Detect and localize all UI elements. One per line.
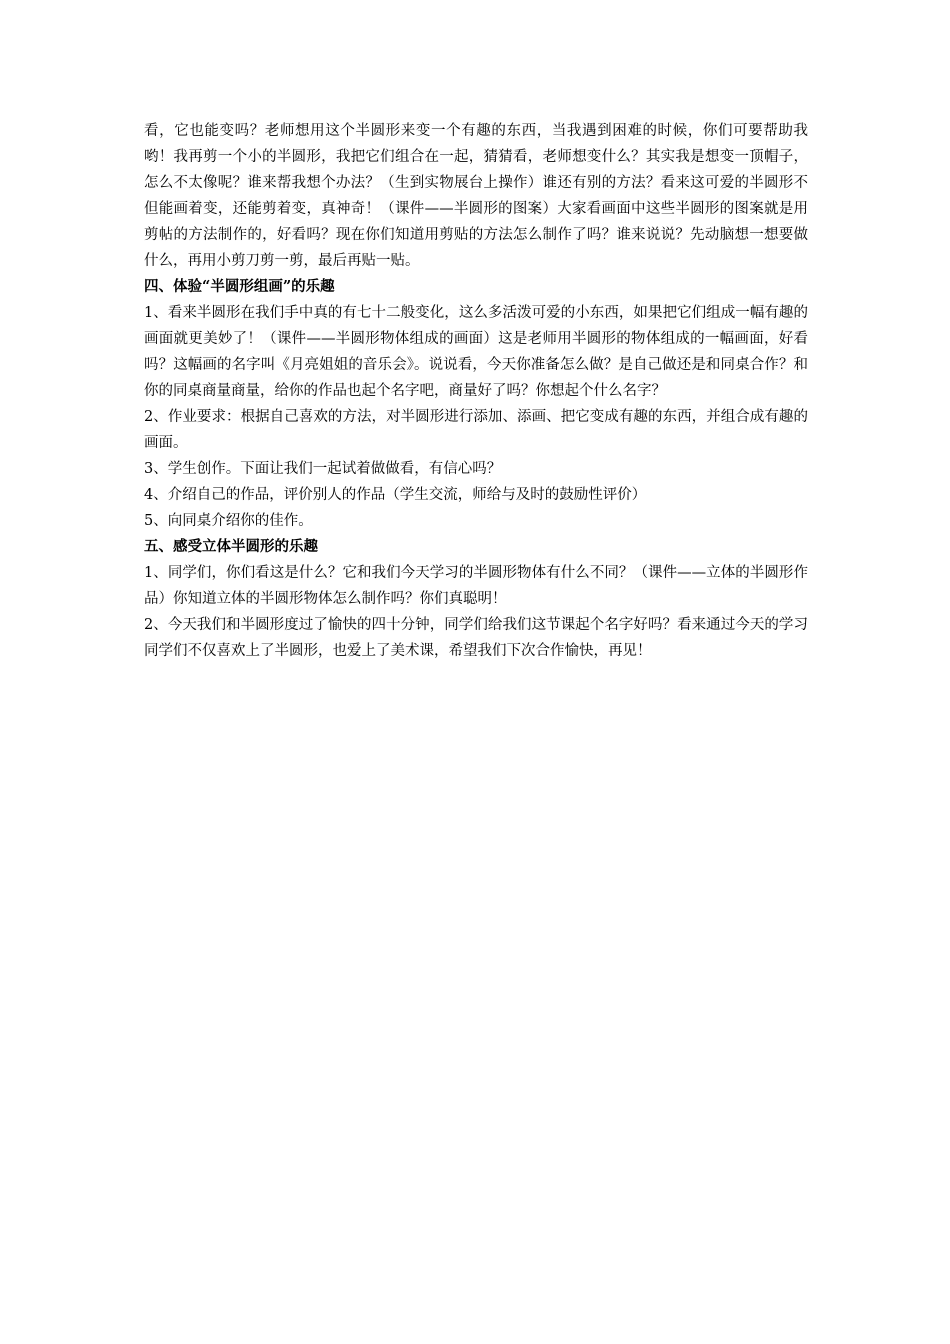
- section-4-item-2: 2、作业要求：根据自己喜欢的方法，对半圆形进行添加、添画、把它变成有趣的东西，并组合成有趣的画面。: [144, 409, 808, 451]
- section-5-item-1: 1、同学们，你们看这是什么？它和我们今天学习的半圆形物体有什么不同？（课件——立体的半圆形作品）你知道立体的半圆形物体怎么制作吗？你们真聪明！: [144, 565, 808, 607]
- section-4-item-5: 5、向同桌介绍你的佳作。: [144, 513, 313, 529]
- document-body: [144, 118, 808, 664]
- section-4-item-1: 1、看来半圆形在我们手中真的有七十二般变化，这么多活泼可爱的小东西，如果把它们组成一幅有趣的画面就更美妙了！（课件——半圆形物体组成的画面）这是老师用半圆形的物体组成的一幅画面，好看吗？这幅画的名字叫《月亮姐姐的音乐会》。说说看，今天你准备怎么做？是自己做还是和同桌合作？和你的同桌商量商量，给你的作品也起个名字吧，商量好了吗？你想起个什么名字？: [144, 305, 808, 399]
- section-4-item-3: 3、学生创作。下面让我们一起试着做做看，有信心吗？: [144, 461, 502, 477]
- section-4-item-4: 4、介绍自己的作品，评价别人的作品（学生交流，师给与及时的鼓励性评价）: [144, 487, 647, 503]
- section-5-item-2: 2、今天我们和半圆形度过了愉快的四十分钟，同学们给我们这节课起个名字好吗？看来通过今天的学习同学们不仅喜欢上了半圆形，也爱上了美术课，希望我们下次合作愉快，再见！: [144, 617, 808, 659]
- section-4-heading: 四、体验“半圆形组画”的乐趣: [144, 278, 335, 295]
- section-5-heading: 五、感受立体半圆形的乐趣: [144, 538, 318, 555]
- intro-paragraph: 看，它也能变吗？老师想用这个半圆形来变一个有趣的东西，当我遇到困难的时候，你们可要帮助我哟！我再剪一个小的半圆形，我把它们组合在一起，猜猜看，老师想变什么？其实我是想变一顶帽子，怎么不太像呢？谁来帮我想个办法？（生到实物展台上操作）谁还有别的方法？看来这可爱的半圆形不但能画着变，还能剪着变，真神奇！（课件——半圆形的图案）大家看画面中这些半圆形的图案就是用剪帖的方法制作的，好看吗？现在你们知道用剪贴的方法怎么制作了吗？谁来说说？先动脑想一想要做什么，再用小剪刀剪一剪，最后再贴一贴。: [144, 123, 808, 269]
